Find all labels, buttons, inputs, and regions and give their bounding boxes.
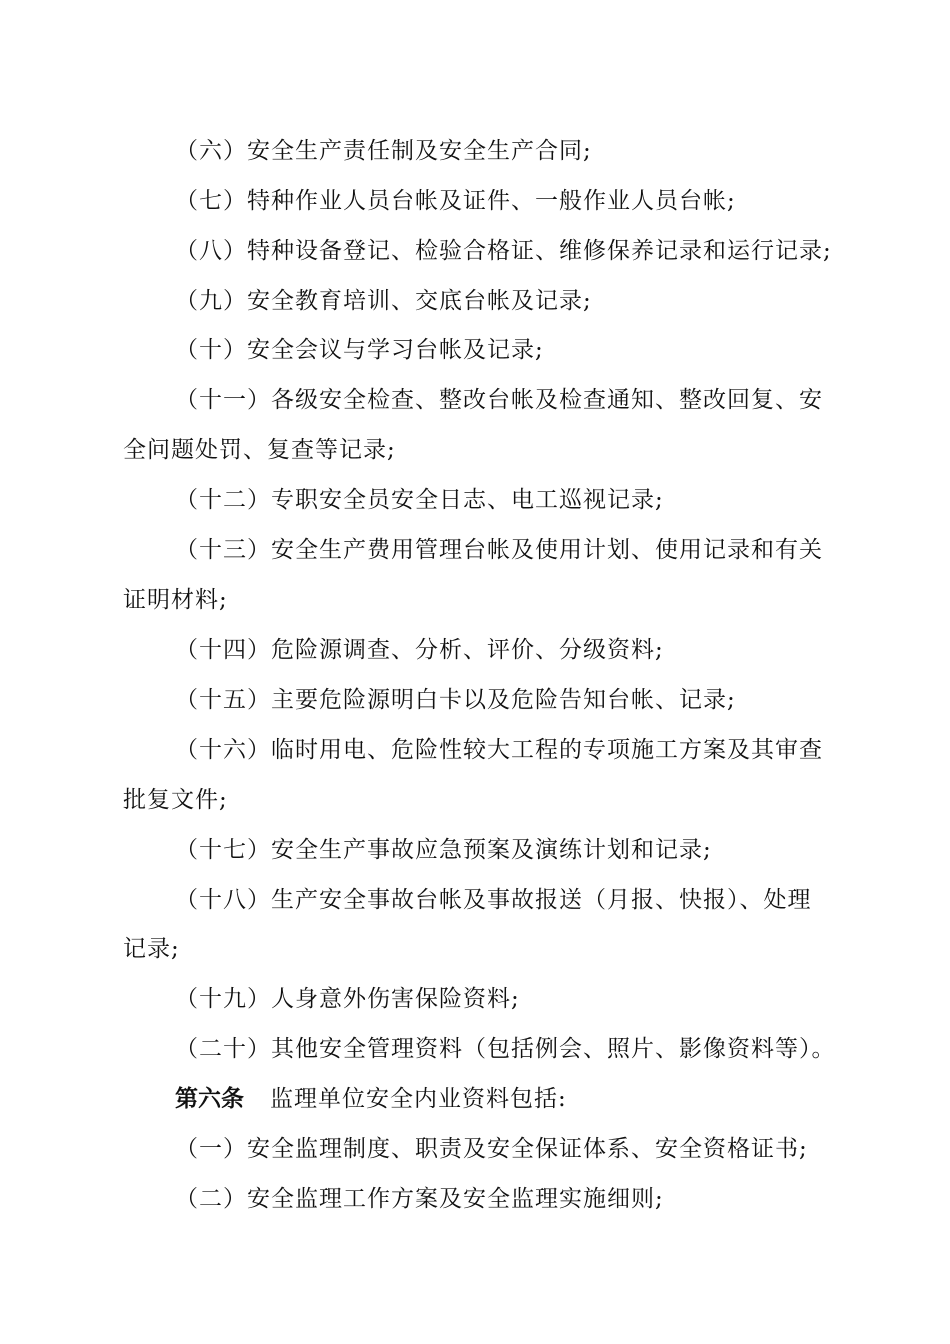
list-item: （十二）专职安全员安全日志、电工巡视记录; — [175, 487, 664, 513]
list-item: （十八）生产安全事故台帐及事故报送（月报、快报）、处理 — [175, 887, 812, 913]
list-item-continuation: 全问题处罚、复查等记录; — [123, 437, 396, 463]
list-item-continuation: 记录; — [123, 936, 180, 962]
list-item-continuation: 批复文件; — [123, 787, 228, 813]
article-text: 监理单位安全内业资料包括: — [270, 1086, 567, 1112]
list-item: （二）安全监理工作方案及安全监理实施细则; — [175, 1186, 664, 1212]
list-item: （十四）危险源调查、分析、评价、分级资料; — [175, 637, 664, 663]
article-heading: 第六条 — [175, 1086, 244, 1112]
list-item: （一）安全监理制度、职责及安全保证体系、安全资格证书; — [175, 1136, 808, 1162]
list-item: （十）安全会议与学习台帐及记录; — [175, 337, 544, 363]
list-item-continuation: 证明材料; — [123, 587, 228, 613]
list-item: （十七）安全生产事故应急预案及演练计划和记录; — [175, 837, 712, 863]
list-item: （七）特种作业人员台帐及证件、一般作业人员台帐; — [175, 188, 736, 214]
list-item: （八）特种设备登记、检验合格证、维修保养记录和运行记录; — [175, 238, 832, 264]
list-item: （六）安全生产责任制及安全生产合同; — [175, 138, 592, 164]
list-item: （二十）其他安全管理资料（包括例会、照片、影像资料等）。 — [175, 1036, 836, 1062]
article-paragraph — [0, 1079, 950, 1119]
list-item: （十三）安全生产费用管理台帐及使用计划、使用记录和有关 — [175, 537, 823, 563]
list-item: （九）安全教育培训、交底台帐及记录; — [175, 288, 592, 314]
list-item: （十六）临时用电、危险性较大工程的专项施工方案及其审查 — [175, 737, 823, 763]
list-item: （十五）主要危险源明白卡以及危险告知台帐、记录; — [175, 687, 736, 713]
list-item: （十九）人身意外伤害保险资料; — [175, 986, 520, 1012]
list-item: （十一）各级安全检查、整改台帐及检查通知、整改回复、安 — [175, 387, 823, 413]
